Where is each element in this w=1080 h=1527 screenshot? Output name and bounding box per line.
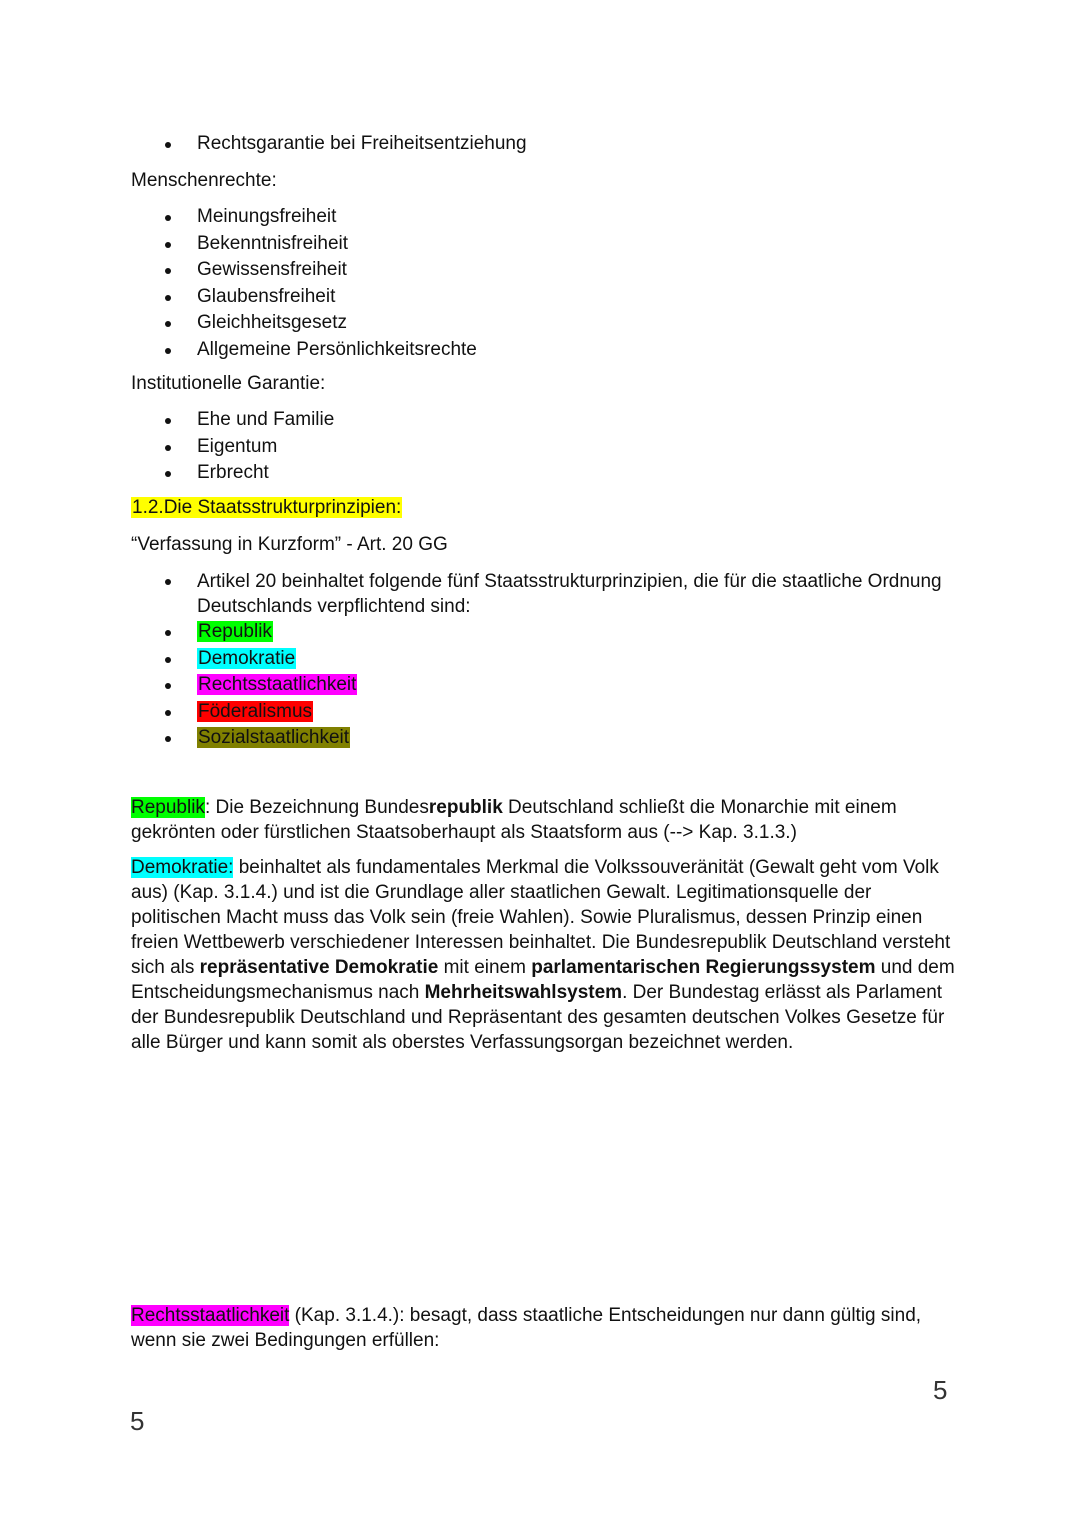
rechtsstaat-term: Rechtsstaatlichkeit — [131, 1305, 290, 1326]
page-number-left: 5 — [130, 1406, 145, 1436]
demokratie-bold-3: Mehrheitswahlsystem — [424, 982, 623, 1003]
republik-text-2: Deutschland schließt die Monarchie mit einem gekrönten oder fürstlichen Staatsoberhaupt als Staatsform aus (--> Kap. 3.1.3.) — [131, 797, 897, 843]
menschenrechte-heading: Menschenrechte: — [131, 170, 277, 191]
list-item: Erbrecht — [131, 460, 334, 487]
list-item-foederalismus — [131, 699, 957, 726]
section-title — [131, 495, 402, 520]
institutionelle-heading: Institutionelle Garantie: — [131, 373, 326, 394]
list-item-intro: Artikel 20 beinhaltet folgende fünf Staatsstrukturprinzipien, die für die staatliche Ordnung Deutschlands verpflichtend sind: — [131, 569, 957, 619]
top-bullet-list — [131, 131, 527, 158]
list-item-demokratie — [131, 646, 957, 673]
republik-paragraph — [131, 795, 961, 845]
list-item-republik — [131, 619, 957, 646]
list-item: Allgemeine Persönlichkeitsrechte — [131, 337, 477, 364]
demokratie-text-4: . Der Bundestag erlässt als Parlament der Bundesrepublik Deutschland und Repräsentant des gesamten deutschen Volkes Gesetze für alle Bürger und kann somit als oberstes Verfassungsorgan bezeichnet werden. — [131, 982, 945, 1053]
institutionelle-list — [131, 407, 334, 487]
menschenrechte-list — [131, 204, 477, 363]
principle-foederalismus: Föderalismus — [198, 700, 313, 722]
list-item-sozialstaatlichkeit — [131, 725, 957, 752]
list-item: Glaubensfreiheit — [131, 284, 477, 311]
demokratie-bold-1: repräsentative Demokratie — [199, 957, 439, 978]
principle-republik: Republik — [198, 621, 272, 642]
list-item-rechtsstaatlichkeit — [131, 672, 957, 699]
list-item: Bekenntnisfreiheit — [131, 231, 477, 258]
demokratie-text-2: mit einem — [438, 957, 532, 978]
demokratie-term: Demokratie: — [131, 857, 234, 878]
list-item: Gleichheitsgesetz — [131, 310, 477, 337]
page-number-right: 5 — [933, 1375, 948, 1405]
section-subtitle: “Verfassung in Kurzform” - Art. 20 GG — [131, 534, 448, 555]
list-item: Eigentum — [131, 434, 334, 461]
principle-rechtsstaatlichkeit: Rechtsstaatlichkeit — [198, 674, 357, 695]
principles-list — [131, 569, 957, 752]
list-item: Meinungsfreiheit — [131, 204, 477, 231]
list-item: Gewissensfreiheit — [131, 257, 477, 284]
rechtsstaat-text-1: (Kap. 3.1.4.): besagt, dass staatliche Entscheidungen nur dann gültig sind, wenn sie zwei Bedingungen erfüllen: — [131, 1305, 922, 1351]
principle-sozialstaatlichkeit: Sozialstaatlichkeit — [198, 727, 350, 748]
list-item: Ehe und Familie — [131, 407, 334, 434]
republik-term: Republik — [131, 797, 205, 818]
demokratie-bold-2: parlamentarischen Regierungssystem — [531, 957, 876, 978]
section-title-text: 1.2.Die Staatsstrukturprinzipien: — [132, 497, 402, 518]
principle-demokratie: Demokratie — [198, 647, 296, 669]
demokratie-text-3: und dem Entscheidungsmechanismus nach — [131, 957, 955, 1003]
republik-text-1: : Die Bezeichnung Bundes — [204, 797, 429, 818]
demokratie-text-1: beinhaltet als fundamentales Merkmal die Volkssouveränität (Gewalt geht vom Volk aus) (Kap. 3.1.4.) und ist die Grundlage aller staatlichen Gewalt. Legitimationsquelle der politischen Macht muss das Volk sein (freie Wahlen). Sowie Pluralismus, dessen Prinzip einen freien Wettbewerb verschiedener Interessen beinhaltet. Die Bundesrepublik Deutschland versteht sich als — [131, 857, 951, 978]
list-item: Rechtsgarantie bei Freiheitsentziehung — [131, 131, 527, 158]
republik-bold-1: republik — [428, 797, 503, 818]
rechtsstaat-paragraph — [131, 1303, 961, 1353]
demokratie-paragraph — [131, 855, 961, 1055]
